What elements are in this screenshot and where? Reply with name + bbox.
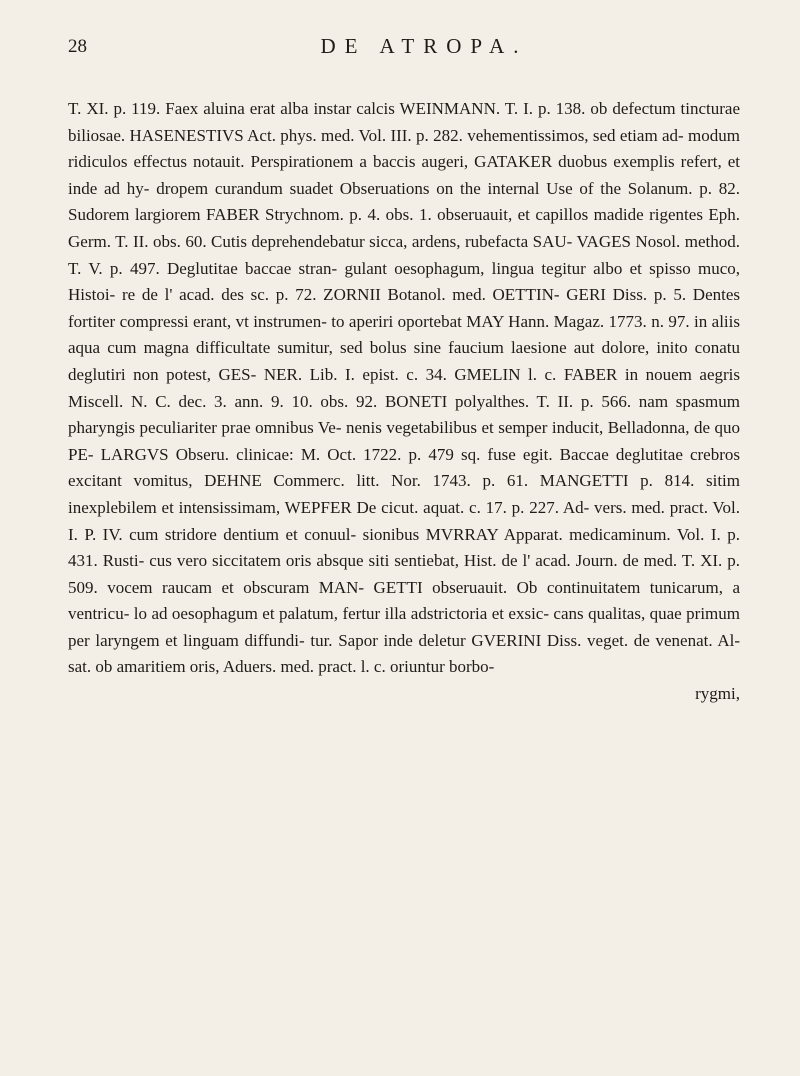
body-text: [68, 96, 740, 707]
running-title: DE ATROPA.: [320, 34, 528, 58]
page-header: [68, 30, 740, 70]
main-paragraph: T. XI. p. 119. Faex aluina erat alba instar calcis WEINMANN. T. I. p. 138. ob defectum tincturae biliosae. HASENESTIVS Act. phys. med. Vol. III. p. 282. vehementissimos, sed etiam ad- modum ridiculos effectus notauit. Perspirationem a baccis augeri, GATAKER duobus exemplis refert, et inde ad hy- dropem curandum suadet Obseruations on the internal Use of the Solanum. p. 82. Sudorem largiorem FABER Strychnom. p. 4. obs. 1. obseruauit, et capillos madide rigentes Eph. Germ. T. II. obs. 60. Cutis deprehendebatur sicca, ardens, rubefacta SAU- VAGES Nosol. method. T. V. p. 497. Deglutitae baccae stran- gulant oesophagum, lingua tegitur albo et spisso muco, Histoi- re de l' acad. des sc. p. 72. ZORNII Botanol. med. OETTIN- GERI Diss. p. 5. Dentes fortiter compressi erant, vt instrumen- to aperiri oportebat MAY Hann. Magaz. 1773. n. 97. in aliis aqua cum magna difficultate sumitur, sed bolus sine faucium laesione aut dolore, inito conatu deglutiri non potest, GES- NER. Lib. I. epist. c. 34. GMELIN l. c. FABER in nouem aegris Miscell. N. C. dec. 3. ann. 9. 10. obs. 92. BONETI polyalthes. T. II. p. 566. nam spasmum pharyngis peculiariter prae omnibus Ve- nenis vegetabilibus et semper inducit, Belladonna, de quo PE- LARGVS Obseru. clinicae: M. Oct. 1722. p. 479 sq. fuse egit. Baccae deglutitae crebros excitant vomitus, DEHNE Commerc. litt. Nor. 1743. p. 61. MANGETTI p. 814. sitim inexplebilem et intensissimam, WEPFER De cicut. aquat. c. 17. p. 227. Ad- vers. med. pract. Vol. I. P. IV. cum stridore dentium et conuul- sionibus MVRRAY Apparat. medicaminum. Vol. I. p. 431. Rusti- cus vero siccitatem oris absque siti sentiebat, Hist. de l' acad. Journ. de med. T. XI. p. 509. vocem raucam et obscuram MAN- GETTI obseruauit. Ob continuitatem tunicarum, a ventricu- lo ad oesophagum et palatum, fertur illa adstrictoria et exsic- cans qualitas, quae primum per laryngem et linguam diffundi- tur. Sapor inde deletur GVERINI Diss. veget. de venenat. Al- sat. ob amaritiem oris, Aduers. med. pract. l. c. oriuntur borbo-: [68, 99, 740, 677]
page-number: 28: [68, 36, 87, 57]
catch-word: rygmi,: [695, 684, 740, 704]
